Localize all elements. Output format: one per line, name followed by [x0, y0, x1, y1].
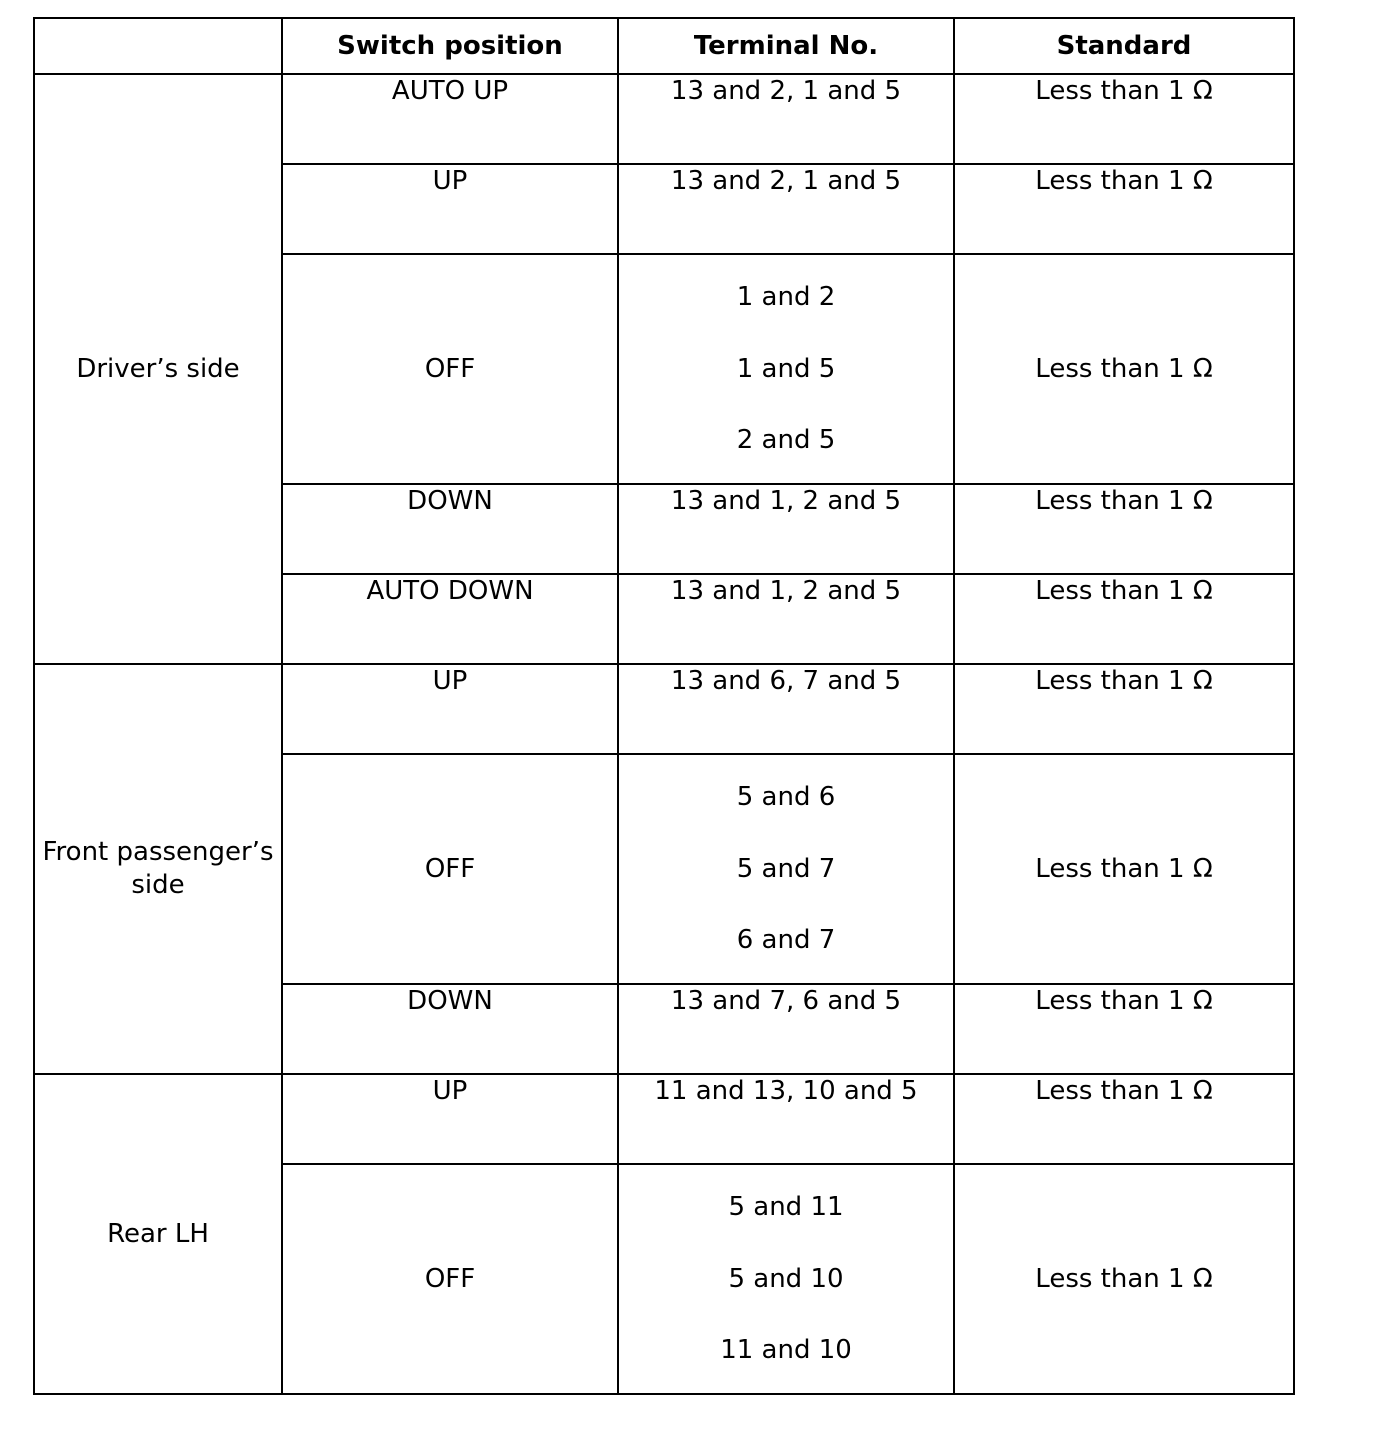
standard-cell: Less than 1 Ω: [954, 574, 1294, 664]
switch-position-cell: UP: [282, 664, 618, 754]
terminal-cell: 13 and 6, 7 and 5: [618, 664, 954, 754]
terminal-pair: 5 and 11: [728, 1192, 844, 1222]
switch-position-cell: OFF: [282, 254, 618, 484]
header-switch-position: Switch position: [282, 18, 618, 74]
switch-position-cell: DOWN: [282, 984, 618, 1074]
table-row: [34, 664, 1294, 754]
terminal-pair: 1 and 5: [736, 353, 836, 384]
terminal-cell: 13 and 2, 1 and 5: [618, 164, 954, 254]
table-row: [34, 1074, 1294, 1164]
standard-cell: Less than 1 Ω: [954, 664, 1294, 754]
terminal-pair: 5 and 6: [736, 782, 836, 812]
switch-position-cell: UP: [282, 1074, 618, 1164]
terminal-cell: [618, 1164, 954, 1394]
terminal-cell: 13 and 1, 2 and 5: [618, 484, 954, 574]
switch-position-cell: AUTO UP: [282, 74, 618, 164]
header-terminal-no: Terminal No.: [618, 18, 954, 74]
table-row: [34, 74, 1294, 164]
standard-cell: Less than 1 Ω: [954, 164, 1294, 254]
standard-cell: Less than 1 Ω: [954, 754, 1294, 984]
standard-cell: Less than 1 Ω: [954, 1164, 1294, 1394]
terminal-pair: 5 and 7: [736, 853, 836, 884]
terminal-pair: 5 and 10: [728, 1263, 844, 1294]
group-label-rear-lh: Rear LH: [34, 1074, 282, 1394]
terminal-pair: 6 and 7: [736, 925, 836, 955]
terminal-pair: 11 and 10: [720, 1335, 852, 1365]
switch-position-cell: DOWN: [282, 484, 618, 574]
switch-inspection-table: [33, 17, 1295, 1395]
standard-cell: Less than 1 Ω: [954, 74, 1294, 164]
switch-position-cell: OFF: [282, 754, 618, 984]
header-row: [34, 18, 1294, 74]
terminal-cell: [618, 754, 954, 984]
standard-cell: Less than 1 Ω: [954, 984, 1294, 1074]
group-label-drivers-side: Driver’s side: [34, 74, 282, 664]
header-group: [34, 18, 282, 74]
group-label-front-passengers-side: Front passenger’s side: [34, 664, 282, 1074]
terminal-cell: 11 and 13, 10 and 5: [618, 1074, 954, 1164]
terminal-cell: 13 and 1, 2 and 5: [618, 574, 954, 664]
switch-position-cell: UP: [282, 164, 618, 254]
header-standard: Standard: [954, 18, 1294, 74]
switch-position-cell: AUTO DOWN: [282, 574, 618, 664]
terminal-cell: [618, 254, 954, 484]
terminal-pair: 2 and 5: [736, 425, 836, 455]
standard-cell: Less than 1 Ω: [954, 484, 1294, 574]
switch-position-cell: OFF: [282, 1164, 618, 1394]
standard-cell: Less than 1 Ω: [954, 254, 1294, 484]
terminal-cell: 13 and 2, 1 and 5: [618, 74, 954, 164]
terminal-cell: 13 and 7, 6 and 5: [618, 984, 954, 1074]
standard-cell: Less than 1 Ω: [954, 1074, 1294, 1164]
terminal-pair: 1 and 2: [736, 282, 836, 312]
